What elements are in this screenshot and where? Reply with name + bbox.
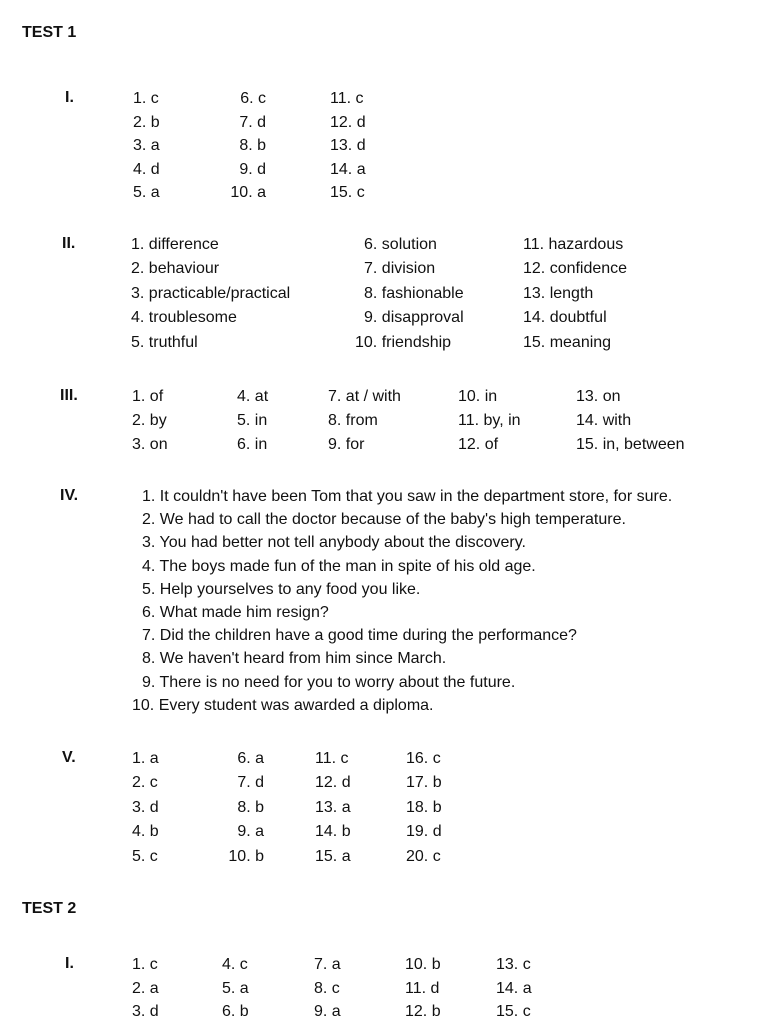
test-1-section-4-label: IV.: [60, 487, 79, 504]
answer-item: 15. meaning: [523, 333, 612, 351]
test-1-section-1-label: I.: [65, 89, 74, 106]
answer-sentence: 3. You had better not tell anybody about the discovery.: [142, 534, 526, 552]
answer-item: 11. by, in: [458, 412, 521, 429]
test-2-section-1-column-5: [496, 953, 532, 1024]
answer-item: 7. d: [239, 113, 266, 131]
answer-item: 4. at: [237, 388, 269, 405]
answer-item: 7. division: [364, 260, 436, 278]
answer-sentence: 8. We haven't heard from him since March.: [142, 650, 447, 668]
answer-item: 4. d: [133, 160, 160, 178]
answer-item: 1. a: [132, 750, 159, 767]
answer-item: 13. length: [523, 284, 594, 302]
answer-item: 5. c: [132, 847, 158, 865]
answer-item: 3. practicable/practical: [131, 284, 291, 302]
answer-item: 14. with: [576, 412, 632, 429]
answer-item: 6. solution: [364, 236, 437, 253]
answer-item: 4. troublesome: [131, 309, 237, 327]
test-1-section-2-column-2: [355, 233, 464, 355]
test-2-section-1-label: I.: [65, 955, 74, 972]
answer-sentence: 5. Help yourselves to any food you like.: [142, 580, 421, 598]
test-1-section-2-column-3: [523, 233, 627, 355]
test-1-section-5-column-3: [315, 747, 351, 869]
test-2-section-1-column-1: [132, 953, 159, 1024]
answer-item: 2. c: [132, 774, 158, 792]
answer-item: 11. hazardous: [523, 236, 624, 253]
answer-item: 13. c: [496, 956, 531, 973]
answer-item: 9. for: [328, 436, 365, 453]
answer-item: 8. b: [237, 798, 264, 816]
answer-item: 5. truthful: [131, 333, 198, 351]
test-1-section-3-column-4: [458, 385, 521, 457]
answer-item: 7. a: [314, 956, 341, 973]
answer-item: 7. d: [237, 774, 264, 792]
answer-item: 12. of: [458, 436, 499, 453]
answer-item: 6. c: [240, 90, 266, 107]
answer-item: 20. c: [406, 847, 441, 865]
test-1-section-5-column-1: [132, 747, 159, 869]
answer-item: 1. c: [132, 956, 158, 973]
answer-sentence: 4. The boys made fun of the man in spite of his old age.: [142, 557, 536, 575]
answer-item: 4. b: [132, 823, 159, 841]
answer-item: 15. c: [496, 1003, 531, 1020]
answer-item: 2. by: [132, 412, 167, 429]
answer-item: 16. c: [406, 750, 441, 767]
answer-item: 2. a: [132, 979, 159, 997]
answer-item: 13. on: [576, 388, 621, 405]
answer-item: 10. b: [228, 847, 264, 865]
answer-item: 14. a: [496, 979, 532, 997]
test-1-section-4-sentences: [132, 485, 672, 717]
answer-item: 9. a: [314, 1003, 341, 1020]
answer-item: 15. in, between: [576, 436, 685, 453]
answer-item: 14. a: [330, 160, 366, 178]
answer-item: 14. b: [315, 823, 351, 841]
test-1-title: TEST 1: [22, 24, 77, 41]
answer-item: 13. a: [315, 798, 351, 816]
answer-item: 6. in: [237, 436, 268, 453]
test-2-section-1-column-3: [314, 953, 341, 1024]
answer-item: 1. difference: [131, 236, 219, 253]
answer-item: 2. behaviour: [131, 260, 220, 278]
answer-item: 5. in: [237, 412, 268, 429]
answer-sentence: 6. What made him resign?: [142, 604, 329, 622]
answer-item: 10. a: [230, 184, 266, 201]
test-1-section-3-column-1: [132, 385, 168, 457]
answer-item: 9. disapproval: [364, 309, 464, 327]
answer-item: 3. d: [132, 798, 159, 816]
answer-item: 9. a: [237, 823, 264, 841]
answer-sentence: 10. Every student was awarded a diploma.: [132, 696, 434, 714]
answer-item: 15. a: [315, 847, 351, 865]
answer-item: 3. on: [132, 436, 168, 453]
answer-sentence: 7. Did the children have a good time during the performance?: [142, 627, 577, 645]
answer-item: 17. b: [406, 774, 442, 792]
answer-item: 8. b: [239, 137, 266, 154]
test-1-section-3-label: III.: [60, 387, 78, 404]
test-1-section-5-label: V.: [62, 749, 76, 766]
answer-item: 12. d: [315, 774, 351, 792]
answer-sentence: 9. There is no need for you to worry about the future.: [142, 673, 516, 691]
answer-item: 15. c: [330, 184, 365, 201]
answer-item: 12. b: [405, 1003, 441, 1020]
test-1-section-2-column-1: [131, 233, 290, 355]
test-1-section-1-column-2: [226, 87, 266, 205]
answer-item: 14. doubtful: [523, 309, 607, 327]
test-1-section-2-label: II.: [62, 235, 76, 252]
answer-item: 8. fashionable: [364, 284, 464, 302]
test-2-section-1-column-4: [405, 953, 441, 1024]
answer-item: 12. confidence: [523, 260, 628, 278]
test-1-section-5-column-2: [222, 747, 264, 869]
answer-item: 8. from: [328, 412, 378, 429]
answer-item: 7. at / with: [328, 388, 401, 405]
answer-sentence: 2. We had to call the doctor because of the baby's high temperature.: [142, 511, 626, 529]
answer-item: 3. d: [132, 1003, 159, 1020]
answer-item: 6. a: [237, 750, 264, 767]
answer-item: 9. d: [239, 160, 266, 178]
test-1-section-3-column-5: [576, 385, 685, 457]
test-1-section-1-column-1: [133, 87, 160, 205]
answer-item: 3. a: [133, 137, 160, 154]
answer-item: 4. c: [222, 956, 248, 973]
answer-item: 5. a: [133, 184, 160, 201]
test-1-section-3-column-2: [237, 385, 268, 457]
answer-item: 12. d: [330, 113, 366, 131]
answer-item: 2. b: [133, 113, 160, 131]
answer-item: 10. friendship: [355, 333, 452, 351]
answer-item: 18. b: [406, 798, 442, 816]
answer-item: 6. b: [222, 1003, 249, 1020]
answer-item: 11. c: [315, 750, 349, 767]
answer-item: 5. a: [222, 979, 249, 997]
answer-item: 19. d: [406, 823, 442, 841]
answer-sentence: 1. It couldn't have been Tom that you saw in the department store, for sure.: [142, 488, 673, 505]
answer-item: 1. of: [132, 388, 164, 405]
answer-item: 8. c: [314, 979, 340, 997]
answer-item: 13. d: [330, 137, 366, 154]
test-2-section-1-column-2: [222, 953, 249, 1024]
answer-item: 10. b: [405, 956, 441, 973]
test-1-section-1-column-3: [330, 87, 366, 205]
answer-item: 10. in: [458, 388, 498, 405]
test-2-title: TEST 2: [22, 900, 77, 917]
answer-item: 11. d: [405, 979, 440, 997]
answer-item: 1. c: [133, 90, 159, 107]
test-1-section-3-column-3: [328, 385, 401, 457]
answer-item: 11. c: [330, 90, 364, 107]
test-1-section-5-column-4: [406, 747, 442, 869]
